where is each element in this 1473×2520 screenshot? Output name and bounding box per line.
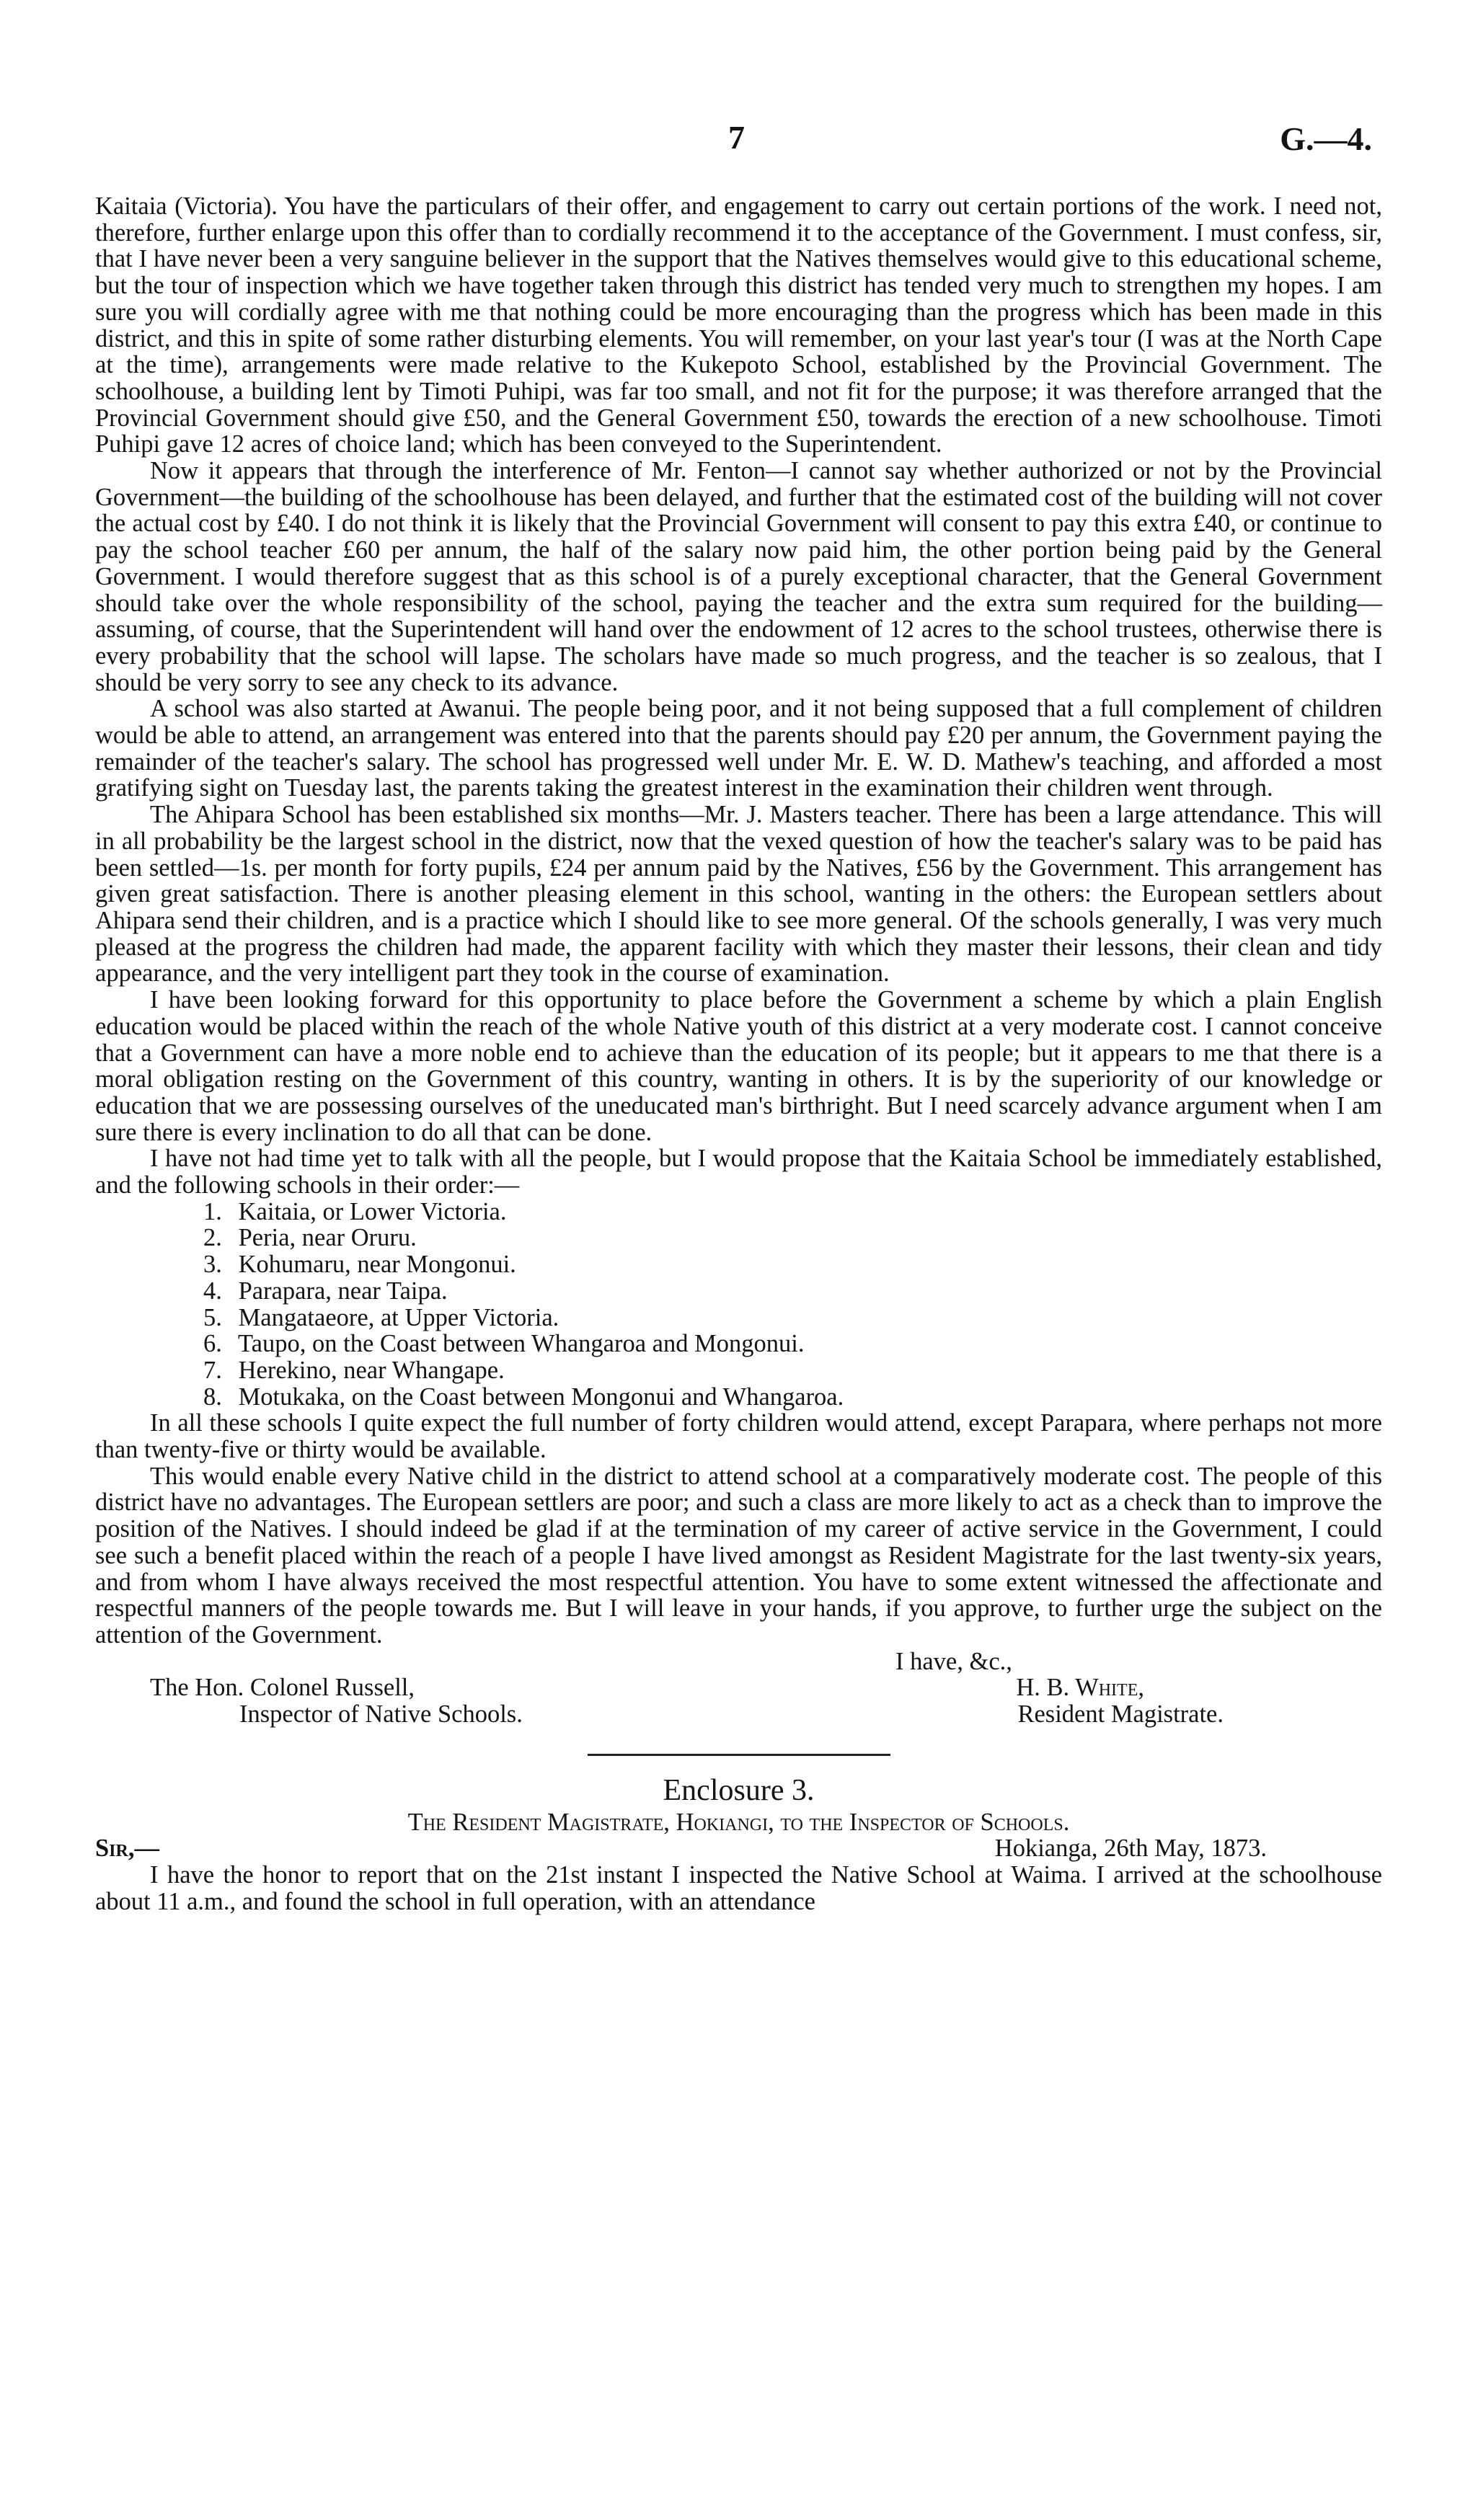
school-list <box>95 1199 1382 1411</box>
paragraph-5: I have been looking forward for this opportunity to place before the Government a scheme by which a plain English education would be placed within the reach of the whole Native youth of this district at a very moderate cost. I cannot conceive that a Government can have a more noble end to achieve than the education of its people; but it appears to me that there is a moral obligation resting on the Government of this country, wanting in others. It is by the superiority of our knowledge or education that we are possessing ourselves of the uneducated man's birthright. But I need scarcely advance argument when I am sure there is every inclination to do all that can be done. <box>95 986 1382 1146</box>
school-number: 8. <box>203 1383 222 1411</box>
school-number: 2. <box>203 1224 222 1252</box>
school-name: Kaitaia, or Lower Victoria. <box>238 1197 507 1225</box>
school-name: Mangataeore, at Upper Victoria. <box>238 1303 559 1331</box>
signer-name: H. B. White, <box>1016 1674 1144 1702</box>
paragraph-1: Kaitaia (Victoria). You have the particulars of their offer, and engagement to carry out certain portions of the work. I need not, therefore, further enlarge upon this offer than to cordially recommend it to the acceptance of the Government. I must confess, sir, that I have never been a very sanguine believer in the support that the Natives themselves would give to this educational scheme, but the tour of inspection which we have together taken through this district has tended very much to strengthen my hopes. I am sure you will cordially agree with me that nothing could be more encouraging than the progress which has been made in this district, and this in spite of some rather disturbing elements. You will remember, on your last year's tour (I was at the North Cape at the time), arrangements were made relative to the Kukepoto School, established by the Provincial Government. The schoolhouse, a building lent by Timoti Puhipi, was far too small, and not fit for the purpose; it was therefore arranged that the Provincial Government should give £50, and the General Government £50, towards the erection of a new schoolhouse. Timoti Puhipi gave 12 acres of choice land; which has been conveyed to the Superintendent. <box>95 192 1382 458</box>
enclosure-subheading: The Resident Magistrate, Hokiangi, to the Inspector of Schools. <box>407 1808 1070 1836</box>
paragraph-2: Now it appears that through the interference of Mr. Fenton—I cannot say whether authorized or not by the Provincial Government—the building of the schoolhouse has been delayed, and further that the estimated cost of the building will not cover the actual cost by £40. I do not think it is likely that the Provincial Government will consent to pay this extra £40, or continue to pay the school teacher £60 per annum, the half of the salary now paid him, the other portion being paid by the General Government. I would therefore suggest that as this school is of a purely exceptional character, that the General Government should take over the whole responsibility of the school, paying the teacher and the extra sum required for the building—assuming, of course, that the Superintendent will hand over the endowment of 12 acres to the school trustees, otherwise there is every probability that the school will lapse. The scholars have made so much progress, and the teacher is so zealous, that I should be very sorry to see any check to its advance. <box>95 457 1382 696</box>
section-divider <box>588 1754 890 1756</box>
salutation: Sir,— <box>95 1834 159 1863</box>
school-list-item <box>95 1278 1382 1305</box>
school-number: 1. <box>203 1197 222 1225</box>
valediction: I have, &c., <box>895 1647 1012 1675</box>
school-name: Parapara, near Taipa. <box>238 1277 448 1305</box>
enclosure-heading: Enclosure 3. <box>663 1773 815 1807</box>
school-list-item <box>95 1199 1382 1225</box>
place-date: Hokianga, 26th May, 1873. <box>994 1834 1267 1863</box>
school-list-item <box>95 1251 1382 1278</box>
school-name: Motukaka, on the Coast between Mongonui and Whangaroa. <box>238 1383 844 1411</box>
paragraph-4: The Ahipara School has been established six months—Mr. J. Masters teacher. There has been a large attendance. This will in all probability be the largest school in the district, now that the vexed question of how the teacher's salary was to be paid has been settled—1s. per month for forty pupils, £24 per annum paid by the Natives, £56 by the Government. This arrangement has given great satisfaction. There is another pleasing element in this school, wanting in the others: the European settlers about Ahipara send their children, and is a practice which I should like to see more general. Of the schools generally, I was very much pleased at the progress the children had made, the apparent facility with which they master their lessons, their clean and tidy appearance, and the very intelligent part they took in the course of examination. <box>95 801 1382 988</box>
school-list-item <box>95 1331 1382 1357</box>
school-list-item <box>95 1305 1382 1331</box>
school-list-item <box>95 1357 1382 1384</box>
school-list-item <box>95 1225 1382 1251</box>
school-number: 3. <box>203 1251 222 1279</box>
letter-body <box>95 193 1382 1915</box>
school-number: 7. <box>203 1356 222 1384</box>
school-name: Peria, near Oruru. <box>238 1224 417 1252</box>
signature-block <box>95 1649 1382 1728</box>
enclosure-paragraph: I have the honor to report that on the 21st instant I inspected the Native School at Waima. I arrived at the schoolhouse about 11 a.m., and found the school in full operation, with an attendance <box>95 1861 1382 1915</box>
page-number: 7 <box>728 119 745 156</box>
paragraph-6: I have not had time yet to talk with all the people, but I would propose that the Kaitaia School be immediately established, and the following schools in their order:— <box>95 1145 1382 1199</box>
school-list-item <box>95 1384 1382 1411</box>
addressee-name: The Hon. Colonel Russell, <box>150 1674 415 1702</box>
school-number: 5. <box>203 1303 222 1331</box>
school-name: Kohumaru, near Mongonui. <box>238 1251 516 1279</box>
addressee-title: Inspector of Native Schools. <box>239 1700 523 1729</box>
paragraph-8: This would enable every Native child in the district to attend school at a comparatively moderate cost. The people of this district have no advantages. The European settlers are poor; and such a class are more likely to act as a check than to improve the position of the Natives. I should indeed be glad if at the termination of my career of active service in the Government, I could see such a benefit placed within the reach of a people I have lived amongst as Resident Magistrate for the last twenty-six years, and from whom I have always received the most respectful attention. You have to some extent witnessed the affectionate and respectful manners of the people towards me. But I will leave in your hands, if you approve, to further urge the subject on the attention of the Government. <box>95 1462 1382 1649</box>
paragraph-3: A school was also started at Awanui. The people being poor, and it not being supposed that a full complement of children would be able to attend, an arrangement was entered into that the parents should pay £20 per annum, the Government paying the remainder of the teacher's salary. The school has progressed well under Mr. E. W. D. Mathew's teaching, and afforded a most gratifying sight on Tuesday last, the parents taking the greatest interest in the examination their children went through. <box>95 695 1382 802</box>
school-number: 6. <box>203 1330 222 1358</box>
school-name: Herekino, near Whangape. <box>238 1356 505 1384</box>
school-number: 4. <box>203 1277 222 1305</box>
school-name: Taupo, on the Coast between Whangaroa and Mongonui. <box>238 1330 805 1358</box>
document-code: G.—4. <box>1280 120 1372 157</box>
paragraph-7: In all these schools I quite expect the full number of forty children would attend, except Parapara, where perhaps not more than twenty-five or thirty would be available. <box>95 1409 1382 1464</box>
signer-title: Resident Magistrate. <box>1017 1700 1224 1729</box>
